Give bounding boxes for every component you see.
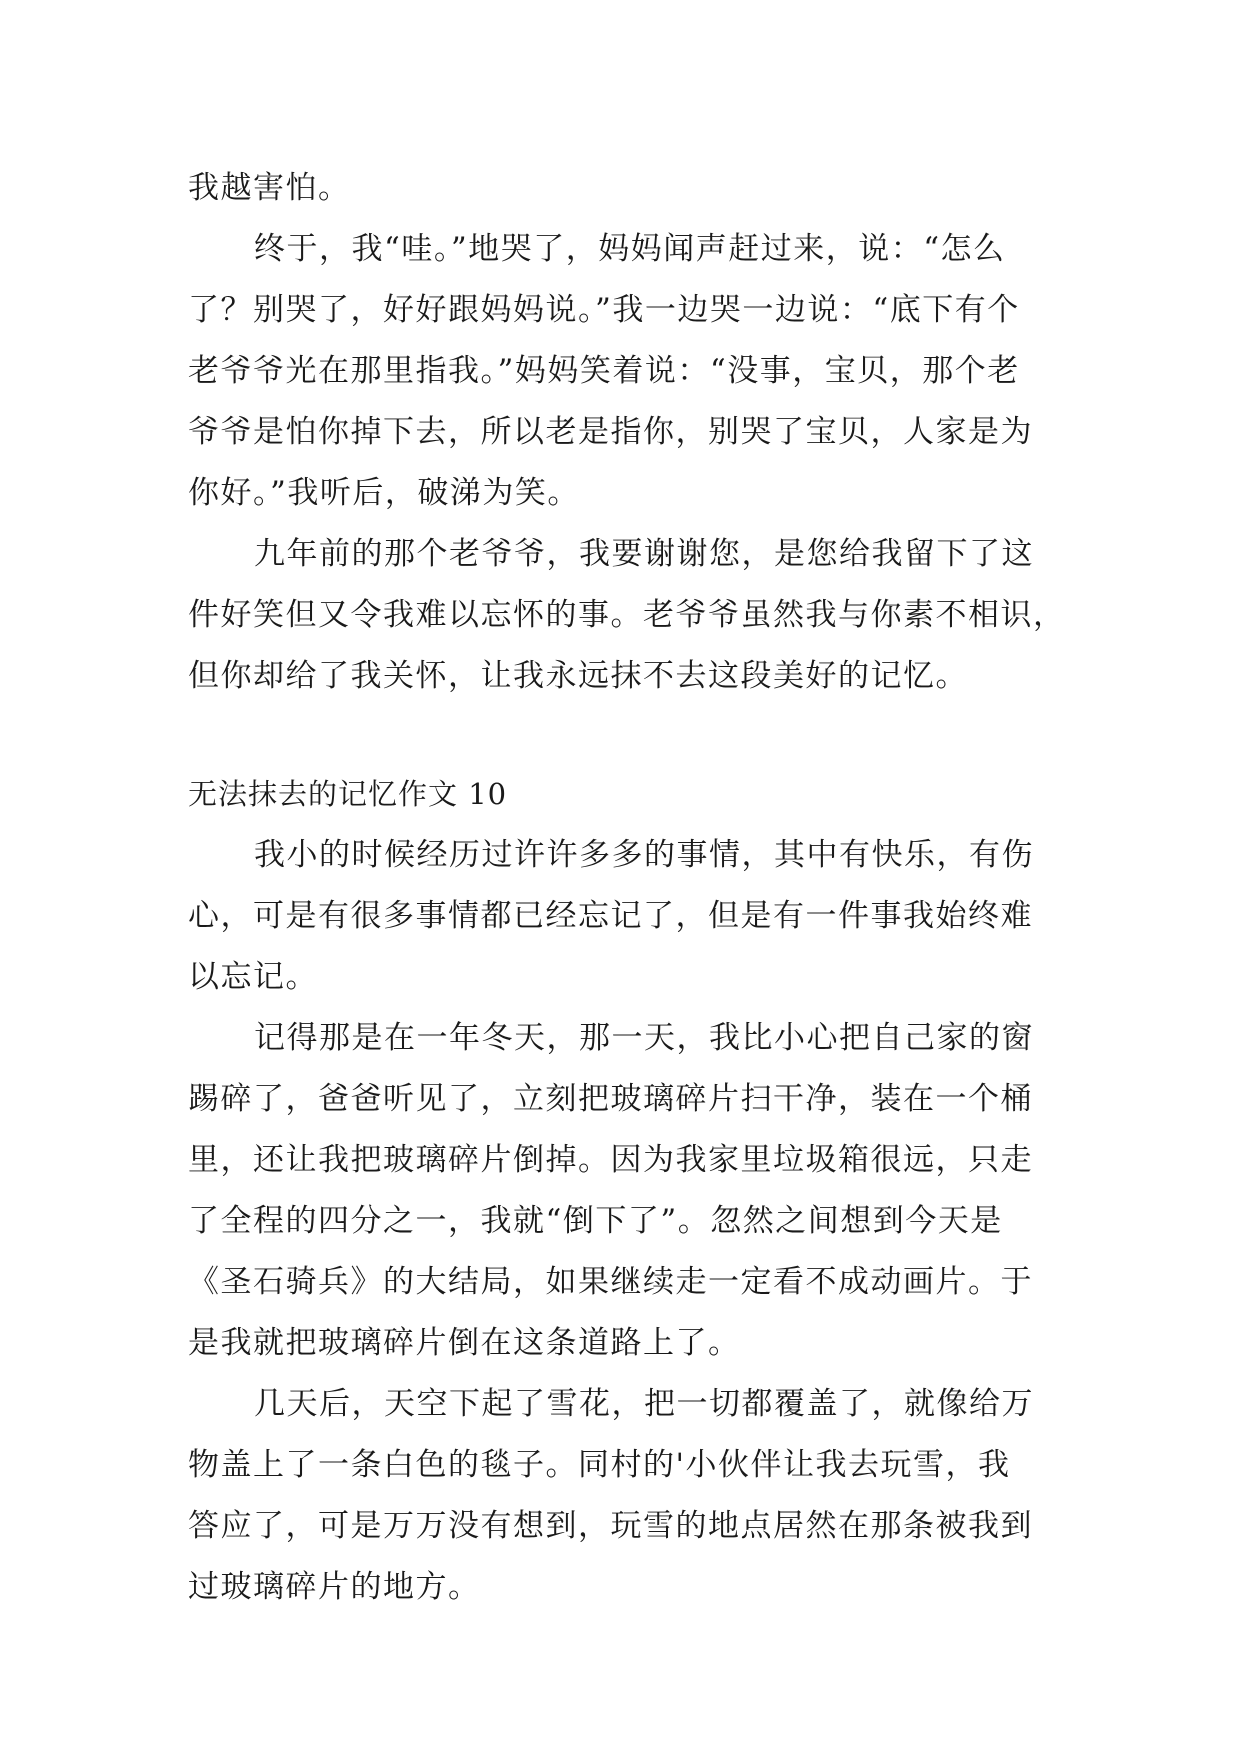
paragraph <box>188 158 1058 219</box>
essay-10 <box>188 764 1058 1618</box>
text-line: 几天后，天空下起了雪花，把一切都覆盖了，就像给万 <box>254 1386 1034 1422</box>
text-line: 终于，我“哇。”地哭了，妈妈闻声赶过来，说：“怎么 <box>254 231 1006 267</box>
text-line: 以忘记。 <box>188 959 318 995</box>
text-line: 件好笑但又令我难以忘怀的事。老爷爷虽然我与你素不相识， <box>188 597 1066 633</box>
text-line: 了全程的四分之一，我就“倒下了”。忽然之间想到今天是 <box>188 1203 1003 1239</box>
text-line: 踢碎了，爸爸听见了，立刻把玻璃碎片扫干净，装在一个桶 <box>188 1081 1033 1117</box>
text-line: 我越害怕。 <box>188 170 351 206</box>
essay-continuation <box>188 158 1066 707</box>
text-line: 里，还让我把玻璃碎片倒掉。因为我家里垃圾箱很远，只走 <box>188 1142 1033 1178</box>
paragraph <box>188 524 1066 707</box>
text-line: 我小的时候经历过许许多多的事情，其中有快乐，有伤 <box>254 837 1034 873</box>
text-line: 过玻璃碎片的地方。 <box>188 1569 481 1605</box>
text-line: 但你却给了我关怀，让我永远抹不去这段美好的记忆。 <box>188 658 968 694</box>
text-line: 《圣石骑兵》的大结局，如果继续走一定看不成动画片。于 <box>188 1264 1033 1300</box>
text-line: 你好。”我听后，破涕为笑。 <box>188 475 580 511</box>
text-line: 是我就把玻璃碎片倒在这条道路上了。 <box>188 1325 741 1361</box>
text-line: 老爷爷光在那里指我。”妈妈笑着说：“没事，宝贝，那个老 <box>188 353 1020 389</box>
paragraph <box>188 219 1058 524</box>
text-line: 物盖上了一条白色的毯子。同村的'小伙伴让我去玩雪，我 <box>188 1447 1011 1483</box>
text-line: 心，可是有很多事情都已经忘记了，但是有一件事我始终难 <box>188 898 1033 934</box>
text-line: 爷爷是怕你掉下去，所以老是指你，别哭了宝贝，人家是为 <box>188 414 1033 450</box>
paragraph <box>188 1008 1058 1374</box>
paragraph <box>188 825 1058 1008</box>
document-page <box>188 158 1066 1618</box>
text-line: 答应了，可是万万没有想到，玩雪的地点居然在那条被我到 <box>188 1508 1033 1544</box>
text-line: 九年前的那个老爷爷，我要谢谢您，是您给我留下了这 <box>254 536 1034 572</box>
text-line: 记得那是在一年冬天，那一天，我比小心把自己家的窗 <box>254 1020 1034 1056</box>
text-line: 了？别哭了，好好跟妈妈说。”我一边哭一边说：“底下有个 <box>188 292 1020 328</box>
essay-heading: 无法抹去的记忆作文 10 <box>188 777 508 811</box>
paragraph <box>188 1374 1058 1618</box>
